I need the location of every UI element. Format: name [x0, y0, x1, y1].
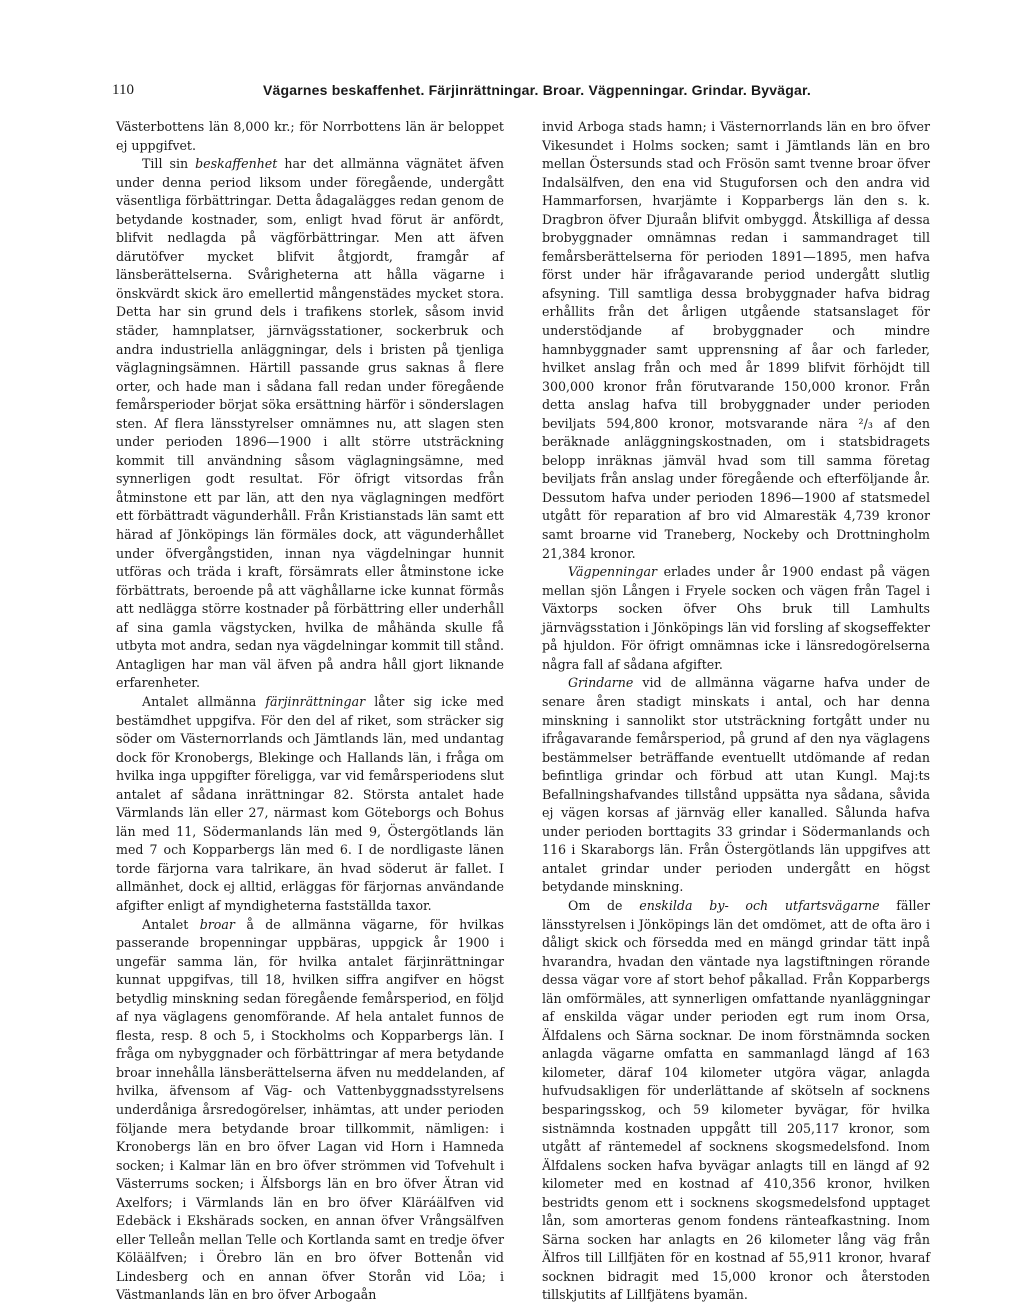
emphasis: Grindarne: [568, 675, 634, 691]
paragraph: Antalet allmänna färjinrättningar låter sig icke med bestämdhet uppgifva. För den del af riket, som sträcker sig söder om Västernorrlands och Jämtlands län, med undantag dock för Kronobergs, Blekinge och Hallands län, i fråga om hvilka inga uppgifter föreligga, var vid femårsperiodens slut antalet af sådana inrättningar 82. Största antalet hade Värmlands län eller 27, närmast kom Göteborgs och Bohus län med 11, Södermanlands län med 9, Östergötlands län med 7 och Kopparbergs län med 6. I de nordligaste länen torde färjorna vara talrikare, än hvad söderut är fallet. I allmänhet, dock ej alltid, erläggas för färjornas användande afgifter enligt af myndigheterna fastställda taxor.: [116, 693, 504, 913]
paragraph: Om de enskilda by- och utfartsvägarne fäller länsstyrelsen i Jönköpings län det omdömet, att de ofta äro i dåligt skick och försedda med en mängd grindar tätt inpå hvarandra, hvadan den väntade nya lagstiftningen rörande dessa vägar vore af stort behof påkallad. Från Kopparbergs län omförmäles, att synnerligen omfattande nyanläggningar af enskilda vägar under perioden egt rum inom Orsa, Älfdalens och Särna socknar. De inom förstnämnda socken anlagda vägarne omfatta en sammanlagd längd af 163 kilometer, däraf 104 kilometer utgöra vägar, anlagda hufvudsakligen för underlättande af skötseln af socknens besparingsskog, och 59 kilometer byvägar, för hvilka sistnämnda kostnaden uppgått till 205,117 kronor, som utgått af räntemedel af socknens skogsmedelsfond. Inom Älfdalens socken hafva byvägar anlagts till en längd af 92 kilometer med en kostnad af 410,356 kronor, hvilken bestridts genom ett i socknens skogsmedelsfond upptaget lån, som amorteras genom fondens ränteafkastning. Inom Särna socken har anlagts en 26 kilometer lång väg från Älfros till Lillfjäten för en kostnad af 55,911 kronor, hvaraf socknen bidragit med 15,000 kronor och återstoden tillskjutits af Lillfjätens byamän.: [542, 897, 931, 1303]
emphasis: broar: [199, 916, 235, 932]
paragraph: invid Arboga stads hamn; i Västernorrlands län en bro öfver Vikesundet i Holms socken; samt i Jämtlands län en bro mellan Östersunds stad och Frösön samt tvenne broar öfver Indalsälfven, den ena vid Stuguforsen och den andra vid Hammarforsen, hvarjämte i Kopparbergs län den s. k. Dragbron öfver Djuraån blifvit ombyggd. Åtskilliga af dessa brobyggnader omnämnas redan i sammandraget till femårsberättelserna för perioden 1891—1895, men hafva först under här ifrågavarande period undergått slutlig afsyning. Till samtliga dessa brobyggnader hafva bidrag erhållits från det årligen utgående statsanslaget för understödjande af brobyggnader och mindre hamnbyggnader samt upprensning af åar och farleder, hvilket anslag från och med år 1899 blifvit förhöjdt till 300,000 kronor från förutvarande 150,000 kronor. Från detta anslag hafva till brobyggnader under perioden beviljats 594,800 kronor, motsvarande nära ²/₃ af den beräknade anläggningskostnaden, om i statsbidragets belopp inräknas jämväl hvad som till samma företag beviljats från anslag under föregående och efterföljande år. Dessutom hafva under perioden 1896—1900 af statsmedel utgått för reparation af bro vid Almarestäk 4,739 kronor samt broarne vid Traneberg, Nockeby och Drottningholm 21,384 kronor.: [542, 119, 930, 561]
paragraph: Till sin beskaffenhet har det allmänna vägnätet äfven under denna period liksom under föregående, undergått väsentliga förbättringar. Detta ådagalägges redan genom de betydande kostnader, som, enligt hvad förut är anfördt, blifvit nedlagda på vägförbättringar. Men att äfven därutöfver mycket blifvit åtgjordt, framgår af länsberättelserna. Svårigheterna att hålla vägarne i önskvärdt skick äro emellertid mångenstädes mycket stora. Detta har sin grund dels i trafikens storlek, såsom invid städer, hamnplatser, järnvägsstationer, sockerbruk och andra industriella anläggningar, dels i bristen på tjenliga väglagningsämnen. Härtill passande grus saknas å flere orter, och hade man i sådana fall redan under föregående femårsperioder börjat söka ersättning härför i sönderslagen sten. Af flera länsstyrelser omnämnes nu, att slagen sten under perioden 1896—1900 i allt större utsträckning kommit till användning såsom väglagningsämne, med synnerligen godt resultat. För öfrigt vitsordas från åtminstone ett par län, att den nya väglagningen medfört ett förbättradt vägunderhåll. Från Kristianstads län samt ett härad af Jönköpings län förmäles dock, att vägunderhållet under öfvergångstiden, innan nya vägdelningar hunnit utföras och träda i kraft, försämrats eller åtminstone icke förbättrats, beroende på att väghållarne icke kunnat förmås att nedlägga större kostnader på förbättring eller underhåll af sina gamla vägstycken, hvilka de måhända skulle få utbyta mot andra, sedan nya vägdelningar kommit till stånd. Antagligen har man väl äfven på andra håll gjort liknande erfarenheter.: [116, 156, 505, 691]
page-header: [112, 82, 932, 106]
left-column: [116, 118, 504, 1305]
emphasis: beskaffenhet: [195, 156, 278, 172]
emphasis: färjinrättningar: [265, 693, 366, 709]
right-column: [542, 118, 930, 1305]
running-head: Vägarnes beskaffenhet. Färjinrättningar. Broar. Vägpenningar. Grindar. Byvägar.: [263, 82, 811, 98]
page-number: 110: [112, 82, 134, 98]
paragraph: Antalet broar å de allmänna vägarne, för hvilkas passerande bropenningar uppbäras, uppgick år 1900 i ungefär samma län, för hvilka antalet färjinrättningar kunnat uppgifvas, till 18, hvilken siffra angifver en högst betydlig minskning sedan föregående femårsperiod, en följd af nya väglagens genomförande. Af hela antalet funnos de flesta, resp. 8 och 5, i Stockholms och Kopparbergs län. I fråga om nybyggnader och förbättringar af mera betydande broar innehålla länsberättelserna äfven nu meddelanden, af hvilka, äfvensom af Väg- och Vattenbyggnadsstyrelsens underdåniga årsredogörelser, inhämtas, att under perioden följande mera betydande broar tillkommit, nämligen: i Kronobergs län en bro öfver Lagan vid Horn i Hamneda socken; i Kalmar län en bro öfver strömmen vid Tofvehult i Västerrums socken; i Älfsborgs län en bro öfver Ätran vid Axelfors; i Värmlands län en bro öfver Kläráälfven vid Edebäck i Ekshärads socken, en annan öfver Vrångsälfven eller Telleån mellan Telle och Kortlanda samt en tredje öfver Köläälfven; i Örebro län en bro öfver Bottenån vid Lindesberg och en annan öfver Storån vid Löa; i Västmanlands län en bro öfver Arbogaån: [116, 916, 504, 1303]
paragraph: Västerbottens län 8,000 kr.; för Norrbottens län är beloppet ej uppgifvet.: [116, 119, 504, 153]
paragraph: Vägpenningar erlades under år 1900 endast på vägen mellan sjön Lången i Fryele socken och vägen från Tagel i Växtorps socken öfver Ohs bruk till Lamhults järnvägsstation i Jönköpings län vid forsling af skogseffekter på hjuldon. För öfrigt omnämnas icke i länsredogörelserna några fall af sådana afgifter.: [542, 564, 930, 672]
emphasis: enskilda by- och utfartsvägarne: [639, 897, 880, 913]
paragraph: Grindarne vid de allmänna vägarne hafva under de senare åren stadigt minskats i antal, och har denna minskning i sannolikt stor utsträckning fortgått under nu ifrågavarande femårsperiod, på grund af den nya väglagens bestämmelser beträffande eventuellt utdömande af redan befintliga grindar och förbud att utan Kungl. Maj:ts Befallningshafvandes tillstånd uppsätta nya sådana, såvida ej vägen korsas af järnväg eller kanalled. Sålunda hafva under perioden borttagits 33 grindar i Södermanlands och 116 i Skaraborgs län. Från Östergötlands län uppgifves att antalet grindar under perioden undergått en högst betydande minskning.: [542, 675, 930, 895]
emphasis: Vägpenningar: [568, 564, 657, 580]
